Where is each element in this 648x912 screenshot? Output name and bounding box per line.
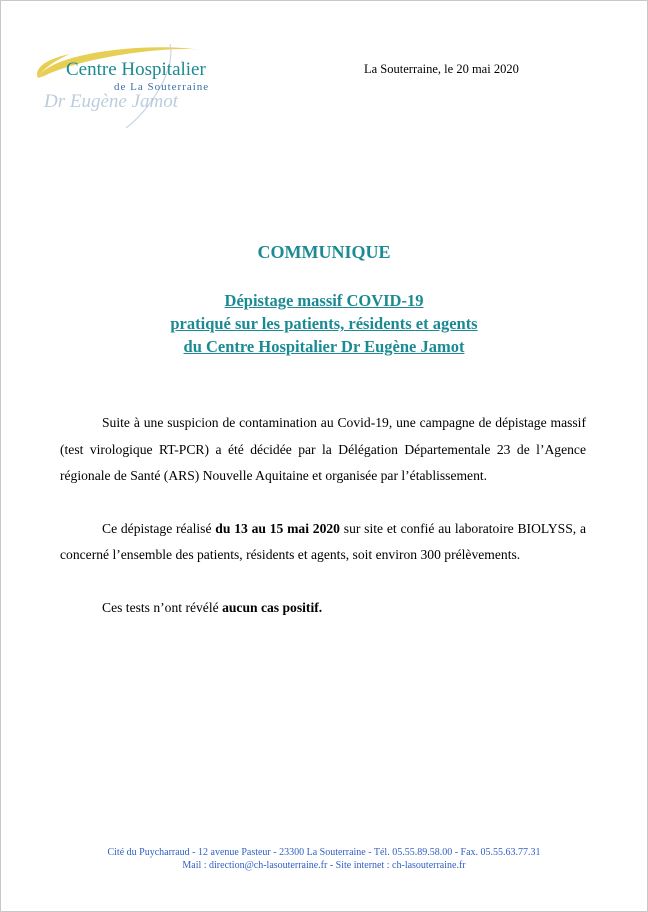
footer-address: Cité du Puycharraud - 12 avenue Pasteur - 23300 La Souterraine - Tél. 05.55.89.58.00 - Fax. 05.55.63.77.31	[107, 847, 541, 858]
footer-contact: Mail : direction@ch-lasouterraine.fr - Site internet : ch-lasouterraine.fr	[182, 860, 466, 871]
paragraph-3	[60, 595, 586, 622]
hospital-logo-graphic	[30, 40, 240, 135]
communique-body	[60, 410, 586, 621]
paragraph-2-dates: du 13 au 15 mai 2020	[215, 520, 340, 536]
document-subtitle	[0, 289, 648, 358]
date-line: La Souterraine, le 20 mai 2020	[364, 62, 519, 76]
logo-watermark: Dr Eugène Jamot	[44, 91, 179, 112]
paragraph-3-result: aucun cas positif.	[222, 599, 323, 615]
document-heading: COMMUNIQUE	[257, 242, 391, 262]
subtitle-line-2: pratiqué sur les patients, résidents et agents	[170, 314, 478, 333]
page-footer	[0, 846, 648, 872]
paragraph-2-text-a: Ce dépistage réalisé	[102, 520, 216, 536]
subtitle-line-3: du Centre Hospitalier Dr Eugène Jamot	[183, 337, 465, 356]
paragraph-1: Suite à une suspicion de contamination au Covid-19, une campagne de dépistage massif (test virologique RT-PCR) a été décidée par la Délégation Départementale 23 de l’Agence régionale de Santé (ARS) Nouvelle Aquitaine et organisée par l’établissement.	[60, 415, 586, 483]
logo-line1: Centre Hospitalier	[66, 59, 206, 80]
hospital-logo	[30, 40, 240, 135]
paragraph-2-text-b: sur site et confié au laboratoire BIOLYSS, a concerné l’ensemble des patients, résidents et agents, soit environ 300 prélèvements.	[60, 520, 586, 562]
subtitle-line-1: Dépistage massif COVID-19	[224, 291, 424, 310]
paragraph-3-text: Ces tests n’ont révélé	[102, 599, 223, 615]
paragraph-2	[60, 516, 586, 569]
logo-line2: de La Souterraine	[114, 81, 210, 93]
